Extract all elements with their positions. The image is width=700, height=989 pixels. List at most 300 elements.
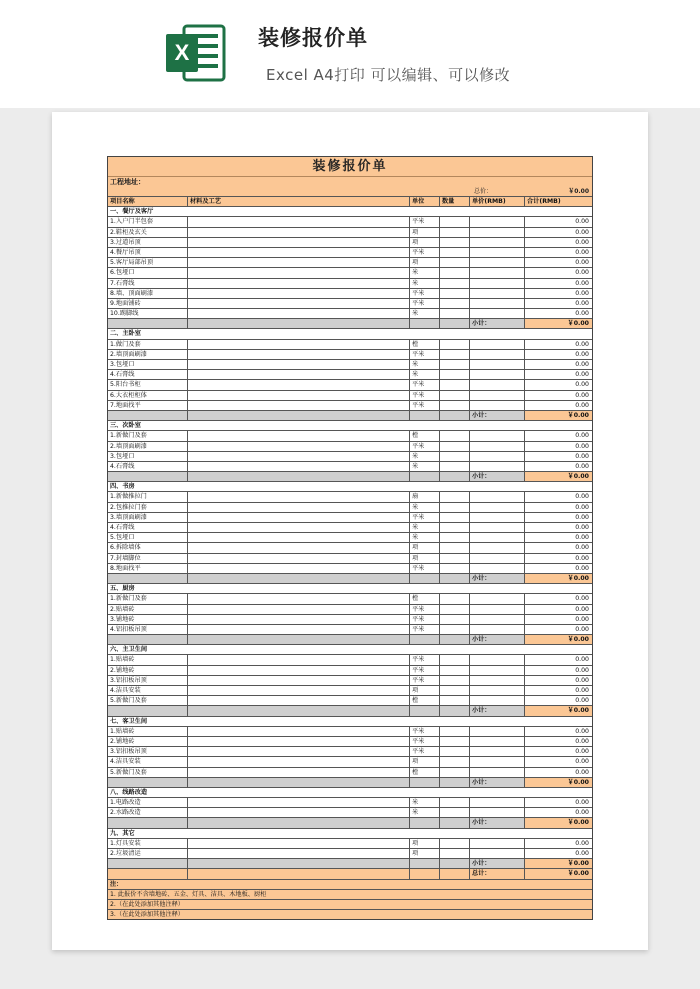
line-total-cell[interactable]: 0.00 [575, 697, 589, 705]
unit-cell[interactable]: 米 [410, 279, 440, 288]
line-total-cell[interactable]: 0.00 [575, 656, 589, 664]
quantity-cell[interactable] [440, 309, 470, 318]
line-total-cell[interactable]: 0.00 [575, 676, 589, 684]
empty-cell [108, 472, 188, 481]
line-total-cell[interactable]: 0.00 [575, 361, 589, 368]
item-name-cell[interactable]: 4.洁具安装 [108, 686, 188, 695]
unit-price-cell[interactable] [470, 391, 525, 400]
line-total-cell[interactable]: 0.00 [575, 737, 589, 745]
quantity-cell[interactable] [440, 554, 470, 563]
quantity-cell[interactable] [440, 350, 470, 359]
material-cell[interactable] [188, 727, 410, 736]
unit-price-cell[interactable] [470, 605, 525, 614]
material-cell[interactable] [188, 442, 410, 451]
material-cell[interactable] [188, 279, 410, 288]
unit-cell[interactable]: 米 [410, 360, 440, 369]
unit-price-cell[interactable] [470, 370, 525, 379]
material-cell[interactable] [188, 768, 410, 777]
quantity-cell[interactable] [440, 655, 470, 664]
unit-price-cell[interactable] [470, 625, 525, 634]
quantity-cell[interactable] [440, 299, 470, 308]
unit-cell[interactable]: 樘 [410, 431, 440, 440]
material-cell[interactable] [188, 360, 410, 369]
material-cell[interactable] [188, 268, 410, 277]
material-cell[interactable] [188, 462, 410, 471]
unit-price-cell[interactable] [470, 757, 525, 766]
unit-cell[interactable]: 平米 [410, 442, 440, 451]
material-cell[interactable] [188, 839, 410, 848]
unit-price-cell[interactable] [470, 268, 525, 277]
quantity-cell[interactable] [440, 268, 470, 277]
quantity-cell[interactable] [440, 401, 470, 410]
unit-price-cell[interactable] [470, 360, 525, 369]
item-name-cell[interactable]: 1.贴墙砖 [108, 655, 188, 664]
unit-cell[interactable]: 樘 [410, 594, 440, 603]
unit-cell[interactable]: 项 [410, 839, 440, 848]
unit-cell[interactable]: 平米 [410, 380, 440, 389]
unit-price-cell[interactable] [470, 655, 525, 664]
unit-cell[interactable]: 平米 [410, 676, 440, 685]
unit-cell[interactable]: 米 [410, 370, 440, 379]
item-name-cell[interactable]: 2.墙顶面刷漆 [108, 442, 188, 451]
quantity-cell[interactable] [440, 248, 470, 257]
item-name-cell[interactable]: 4.石膏线 [108, 523, 188, 532]
item-name-cell[interactable]: 3.墙顶面刷漆 [108, 513, 188, 522]
line-total-cell[interactable]: 0.00 [575, 381, 589, 389]
unit-price-cell[interactable] [470, 808, 525, 817]
item-name-cell[interactable]: 1.新做门及套 [108, 594, 188, 603]
unit-price-cell[interactable] [470, 340, 525, 349]
item-name-cell[interactable]: 2.鞋柜及玄关 [108, 228, 188, 237]
line-total-cell[interactable]: 0.00 [575, 809, 589, 817]
unit-price-cell[interactable] [470, 849, 525, 858]
material-cell[interactable] [188, 594, 410, 603]
unit-price-cell[interactable] [470, 401, 525, 410]
material-cell[interactable] [188, 380, 410, 389]
table-row [108, 491, 592, 501]
unit-price-cell[interactable] [470, 686, 525, 695]
unit-price-cell[interactable] [470, 452, 525, 461]
item-name-cell[interactable]: 5.客厅局部吊顶 [108, 258, 188, 267]
line-total-cell[interactable]: 0.00 [575, 442, 589, 450]
quantity-cell[interactable] [440, 513, 470, 522]
unit-cell[interactable]: 平米 [410, 248, 440, 257]
material-cell[interactable] [188, 696, 410, 705]
material-cell[interactable] [188, 849, 410, 858]
line-total-cell[interactable]: 0.00 [575, 493, 589, 501]
item-name-cell[interactable]: 6.包垭口 [108, 268, 188, 277]
empty-cell [440, 818, 470, 827]
table-row [108, 675, 592, 685]
material-cell[interactable] [188, 666, 410, 675]
line-total-cell[interactable]: 0.00 [575, 666, 589, 674]
line-total-cell[interactable]: 0.00 [575, 218, 589, 226]
line-total-cell[interactable]: 0.00 [575, 554, 589, 562]
item-name-cell[interactable]: 4.石膏线 [108, 462, 188, 471]
line-total-cell[interactable]: 0.00 [575, 279, 589, 287]
unit-price-cell[interactable] [470, 737, 525, 746]
quantity-cell[interactable] [440, 757, 470, 766]
line-total-cell[interactable]: 0.00 [575, 839, 589, 847]
unit-cell[interactable]: 平米 [410, 564, 440, 573]
table-row [108, 563, 592, 573]
unit-cell[interactable]: 平米 [410, 615, 440, 624]
unit-cell[interactable]: 樘 [410, 768, 440, 777]
column-header-row [108, 196, 592, 206]
line-total-cell[interactable]: 0.00 [575, 462, 589, 470]
unit-price-cell[interactable] [470, 503, 525, 512]
material-cell[interactable] [188, 798, 410, 807]
item-name-cell[interactable]: 7.封墙脚位 [108, 554, 188, 563]
quantity-cell[interactable] [440, 727, 470, 736]
unit-price-cell[interactable] [470, 228, 525, 237]
item-name-cell[interactable]: 1.灯具安装 [108, 839, 188, 848]
quantity-cell[interactable] [440, 625, 470, 634]
material-cell[interactable] [188, 309, 410, 318]
item-name-cell[interactable]: 5.阳台书柜 [108, 380, 188, 389]
unit-price-cell[interactable] [470, 615, 525, 624]
line-total-cell[interactable]: 0.00 [575, 248, 589, 256]
unit-price-cell[interactable] [470, 747, 525, 756]
unit-price-cell[interactable] [470, 543, 525, 552]
material-cell[interactable] [188, 737, 410, 746]
unit-price-cell[interactable] [470, 727, 525, 736]
item-name-cell[interactable]: 4.餐厅吊顶 [108, 248, 188, 257]
notes-title-row [108, 879, 592, 889]
material-cell[interactable] [188, 299, 410, 308]
item-name-cell[interactable]: 2.墙顶面刷漆 [108, 350, 188, 359]
line-total-cell[interactable]: 0.00 [575, 228, 589, 236]
quantity-cell[interactable] [440, 666, 470, 675]
quantity-cell[interactable] [440, 615, 470, 624]
material-cell[interactable] [188, 258, 410, 267]
item-name-cell[interactable]: 4.洁具安装 [108, 757, 188, 766]
unit-price-cell[interactable] [470, 309, 525, 318]
material-cell[interactable] [188, 757, 410, 766]
unit-price-cell[interactable] [470, 350, 525, 359]
empty-cell [410, 778, 440, 787]
quantity-cell[interactable] [440, 289, 470, 298]
quantity-cell[interactable] [440, 839, 470, 848]
line-total-cell[interactable]: 0.00 [575, 534, 589, 542]
material-cell[interactable] [188, 391, 410, 400]
quantity-cell[interactable] [440, 533, 470, 542]
section-row [108, 206, 592, 216]
unit-cell[interactable]: 项 [410, 238, 440, 247]
item-name-cell[interactable]: 3.过道吊顶 [108, 238, 188, 247]
unit-price-cell[interactable] [470, 248, 525, 257]
quantity-cell[interactable] [440, 503, 470, 512]
item-name-cell[interactable]: 1.贴墙砖 [108, 727, 188, 736]
quantity-cell[interactable] [440, 340, 470, 349]
line-total-cell[interactable]: 0.00 [575, 340, 589, 348]
unit-cell[interactable]: 项 [410, 757, 440, 766]
line-total-cell[interactable]: 0.00 [575, 595, 589, 603]
material-cell[interactable] [188, 615, 410, 624]
material-cell[interactable] [188, 655, 410, 664]
quantity-cell[interactable] [440, 523, 470, 532]
address-label: 工程地址： [108, 177, 592, 188]
unit-price-cell[interactable] [470, 431, 525, 440]
material-cell[interactable] [188, 686, 410, 695]
unit-price-cell[interactable] [470, 676, 525, 685]
material-cell[interactable] [188, 564, 410, 573]
unit-price-cell[interactable] [470, 839, 525, 848]
unit-price-cell[interactable] [470, 696, 525, 705]
unit-price-cell[interactable] [470, 279, 525, 288]
item-name-cell[interactable]: 3.铝扣板吊顶 [108, 676, 188, 685]
unit-cell[interactable]: 平米 [410, 217, 440, 226]
unit-price-cell[interactable] [470, 768, 525, 777]
line-total-cell[interactable]: 0.00 [575, 564, 589, 572]
quantity-cell[interactable] [440, 391, 470, 400]
quantity-cell[interactable] [440, 217, 470, 226]
quantity-cell[interactable] [440, 228, 470, 237]
material-cell[interactable] [188, 370, 410, 379]
quantity-cell[interactable] [440, 238, 470, 247]
unit-cell[interactable]: 平米 [410, 605, 440, 614]
material-cell[interactable] [188, 340, 410, 349]
unit-cell[interactable]: 项 [410, 849, 440, 858]
quantity-cell[interactable] [440, 849, 470, 858]
line-total-cell[interactable]: 0.00 [575, 524, 589, 531]
unit-price-cell[interactable] [470, 564, 525, 573]
unit-price-cell[interactable] [470, 258, 525, 267]
quantity-cell[interactable] [440, 686, 470, 695]
unit-price-cell[interactable] [470, 666, 525, 675]
unit-price-cell[interactable] [470, 594, 525, 603]
table-row [108, 339, 592, 349]
material-cell[interactable] [188, 401, 410, 410]
quantity-cell[interactable] [440, 360, 470, 369]
material-cell[interactable] [188, 533, 410, 542]
item-name-cell[interactable]: 6.大衣柜柜体 [108, 391, 188, 400]
unit-cell[interactable]: 米 [410, 268, 440, 277]
line-total-cell[interactable]: 0.00 [575, 350, 589, 358]
unit-price-cell[interactable] [470, 380, 525, 389]
unit-cell[interactable]: 项 [410, 686, 440, 695]
item-name-cell[interactable]: 7.地面找平 [108, 401, 188, 410]
item-name-cell[interactable]: 5.新做门及套 [108, 768, 188, 777]
unit-cell[interactable]: 米 [410, 523, 440, 532]
line-total-cell[interactable]: 0.00 [575, 748, 589, 756]
unit-cell[interactable]: 平米 [410, 727, 440, 736]
table-row [108, 665, 592, 675]
material-cell[interactable] [188, 228, 410, 237]
line-total-cell[interactable]: 0.00 [575, 850, 589, 857]
line-total-cell[interactable]: 0.00 [575, 391, 589, 399]
material-cell[interactable] [188, 625, 410, 634]
quantity-cell[interactable] [440, 747, 470, 756]
unit-cell[interactable]: 平米 [410, 513, 440, 522]
unit-cell[interactable]: 平米 [410, 655, 440, 664]
unit-cell[interactable]: 平米 [410, 391, 440, 400]
item-name-cell[interactable]: 3.铝扣板吊顶 [108, 747, 188, 756]
line-total-cell[interactable]: 0.00 [575, 310, 589, 318]
unit-cell[interactable]: 平米 [410, 289, 440, 298]
quantity-cell[interactable] [440, 564, 470, 573]
unit-cell[interactable]: 项 [410, 554, 440, 563]
unit-cell[interactable]: 扇 [410, 492, 440, 501]
unit-cell[interactable]: 平米 [410, 401, 440, 410]
unit-cell[interactable]: 项 [410, 258, 440, 267]
unit-cell[interactable]: 米 [410, 452, 440, 461]
unit-cell[interactable]: 平米 [410, 666, 440, 675]
unit-price-cell[interactable] [470, 299, 525, 308]
line-total-cell[interactable]: 0.00 [575, 758, 589, 766]
quantity-cell[interactable] [440, 462, 470, 471]
item-name-cell[interactable]: 1.新做推拉门 [108, 492, 188, 501]
material-cell[interactable] [188, 289, 410, 298]
item-name-cell[interactable]: 1.新做门及套 [108, 431, 188, 440]
quantity-cell[interactable] [440, 380, 470, 389]
line-total-cell[interactable]: 0.00 [575, 799, 589, 807]
item-name-cell[interactable]: 2.铺地砖 [108, 737, 188, 746]
total-price-value: ￥0.00 [568, 188, 589, 195]
quantity-cell[interactable] [440, 543, 470, 552]
quantity-cell[interactable] [440, 492, 470, 501]
material-cell[interactable] [188, 676, 410, 685]
unit-cell[interactable]: 樘 [410, 696, 440, 705]
material-cell[interactable] [188, 217, 410, 226]
quantity-cell[interactable] [440, 279, 470, 288]
line-total-cell[interactable]: 0.00 [575, 503, 589, 511]
empty-cell [410, 411, 440, 420]
material-cell[interactable] [188, 350, 410, 359]
table-row [108, 237, 592, 247]
item-name-cell[interactable]: 5.包垭口 [108, 533, 188, 542]
material-cell[interactable] [188, 808, 410, 817]
quantity-cell[interactable] [440, 798, 470, 807]
item-name-cell[interactable]: 5.新做门及套 [108, 696, 188, 705]
material-cell[interactable] [188, 492, 410, 501]
material-cell[interactable] [188, 554, 410, 563]
material-cell[interactable] [188, 513, 410, 522]
quantity-cell[interactable] [440, 676, 470, 685]
line-total-cell[interactable]: 0.00 [575, 615, 589, 623]
unit-cell[interactable]: 米 [410, 533, 440, 542]
unit-cell[interactable]: 平米 [410, 625, 440, 634]
unit-price-cell[interactable] [470, 289, 525, 298]
line-total-cell[interactable]: 0.00 [575, 289, 589, 297]
unit-price-cell[interactable] [470, 492, 525, 501]
line-total-cell[interactable]: 0.00 [575, 605, 589, 613]
subtotal-label: 小计： [470, 859, 525, 868]
unit-cell[interactable]: 米 [410, 798, 440, 807]
material-cell[interactable] [188, 431, 410, 440]
unit-cell[interactable]: 项 [410, 543, 440, 552]
item-name-cell[interactable]: 7.石膏线 [108, 279, 188, 288]
material-cell[interactable] [188, 605, 410, 614]
line-total-cell[interactable]: 0.00 [575, 625, 589, 633]
unit-cell[interactable]: 平米 [410, 737, 440, 746]
unit-cell[interactable]: 平米 [410, 299, 440, 308]
quantity-cell[interactable] [440, 696, 470, 705]
unit-cell[interactable]: 米 [410, 309, 440, 318]
item-name-cell[interactable]: 1.做门及套 [108, 340, 188, 349]
item-name-cell[interactable]: 1.电路改造 [108, 798, 188, 807]
unit-cell[interactable]: 米 [410, 462, 440, 471]
quantity-cell[interactable] [440, 442, 470, 451]
item-name-cell[interactable]: 8.墙、顶面刷漆 [108, 289, 188, 298]
line-total-cell[interactable]: 0.00 [575, 432, 589, 440]
item-name-cell[interactable]: 3.铺地砖 [108, 615, 188, 624]
quantity-cell[interactable] [440, 737, 470, 746]
line-total-cell[interactable]: 0.00 [575, 687, 589, 694]
item-name-cell[interactable]: 6.拆除墙体 [108, 543, 188, 552]
unit-cell[interactable]: 平米 [410, 747, 440, 756]
item-name-cell[interactable]: 2.垃圾清运 [108, 849, 188, 858]
line-total-cell[interactable]: 0.00 [575, 401, 589, 409]
subtotal-label: 小计： [470, 472, 525, 481]
material-cell[interactable] [188, 543, 410, 552]
unit-price-cell[interactable] [470, 442, 525, 451]
item-name-cell[interactable]: 2.包推拉门套 [108, 503, 188, 512]
unit-cell[interactable]: 平米 [410, 350, 440, 359]
line-total-cell[interactable]: 0.00 [575, 452, 589, 460]
line-total-cell[interactable]: 0.00 [575, 544, 589, 552]
item-name-cell[interactable]: 3.包垭口 [108, 452, 188, 461]
unit-cell[interactable]: 米 [410, 808, 440, 817]
line-total-cell[interactable]: 0.00 [575, 299, 589, 307]
item-name-cell[interactable]: 4.石膏线 [108, 370, 188, 379]
quantity-cell[interactable] [440, 258, 470, 267]
unit-price-cell[interactable] [470, 533, 525, 542]
item-name-cell[interactable]: 9.地面铺砖 [108, 299, 188, 308]
unit-price-cell[interactable] [470, 513, 525, 522]
material-cell[interactable] [188, 238, 410, 247]
quantity-cell[interactable] [440, 808, 470, 817]
item-name-cell[interactable]: 4.铝扣板吊顶 [108, 625, 188, 634]
line-total-cell[interactable]: 0.00 [575, 269, 589, 277]
quantity-cell[interactable] [440, 594, 470, 603]
line-total-cell[interactable]: 0.00 [575, 371, 589, 379]
item-name-cell[interactable]: 2.贴墙砖 [108, 605, 188, 614]
item-name-cell[interactable]: 1.入户门半包套 [108, 217, 188, 226]
material-cell[interactable] [188, 523, 410, 532]
unit-price-cell[interactable] [470, 217, 525, 226]
item-name-cell[interactable]: 2.铺地砖 [108, 666, 188, 675]
unit-cell[interactable]: 项 [410, 228, 440, 237]
unit-price-cell[interactable] [470, 554, 525, 563]
line-total-cell[interactable]: 0.00 [575, 768, 589, 776]
quantity-cell[interactable] [440, 370, 470, 379]
line-total-cell[interactable]: 0.00 [575, 727, 589, 735]
unit-price-cell[interactable] [470, 523, 525, 532]
line-total-cell[interactable]: 0.00 [575, 238, 589, 246]
unit-cell[interactable]: 米 [410, 503, 440, 512]
item-name-cell[interactable]: 8.地面找平 [108, 564, 188, 573]
material-cell[interactable] [188, 452, 410, 461]
item-name-cell[interactable]: 3.包垭口 [108, 360, 188, 369]
quantity-cell[interactable] [440, 605, 470, 614]
unit-price-cell[interactable] [470, 798, 525, 807]
table-row [108, 502, 592, 512]
quantity-cell[interactable] [440, 768, 470, 777]
material-cell[interactable] [188, 747, 410, 756]
line-total-cell[interactable]: 0.00 [575, 513, 589, 521]
unit-price-cell[interactable] [470, 462, 525, 471]
line-total-cell[interactable]: 0.00 [575, 259, 589, 267]
item-name-cell[interactable]: 10.踢脚线 [108, 309, 188, 318]
material-cell[interactable] [188, 248, 410, 257]
material-cell[interactable] [188, 503, 410, 512]
item-name-cell[interactable]: 2.水路改造 [108, 808, 188, 817]
unit-cell[interactable]: 樘 [410, 340, 440, 349]
unit-price-cell[interactable] [470, 238, 525, 247]
quantity-cell[interactable] [440, 452, 470, 461]
quantity-cell[interactable] [440, 431, 470, 440]
